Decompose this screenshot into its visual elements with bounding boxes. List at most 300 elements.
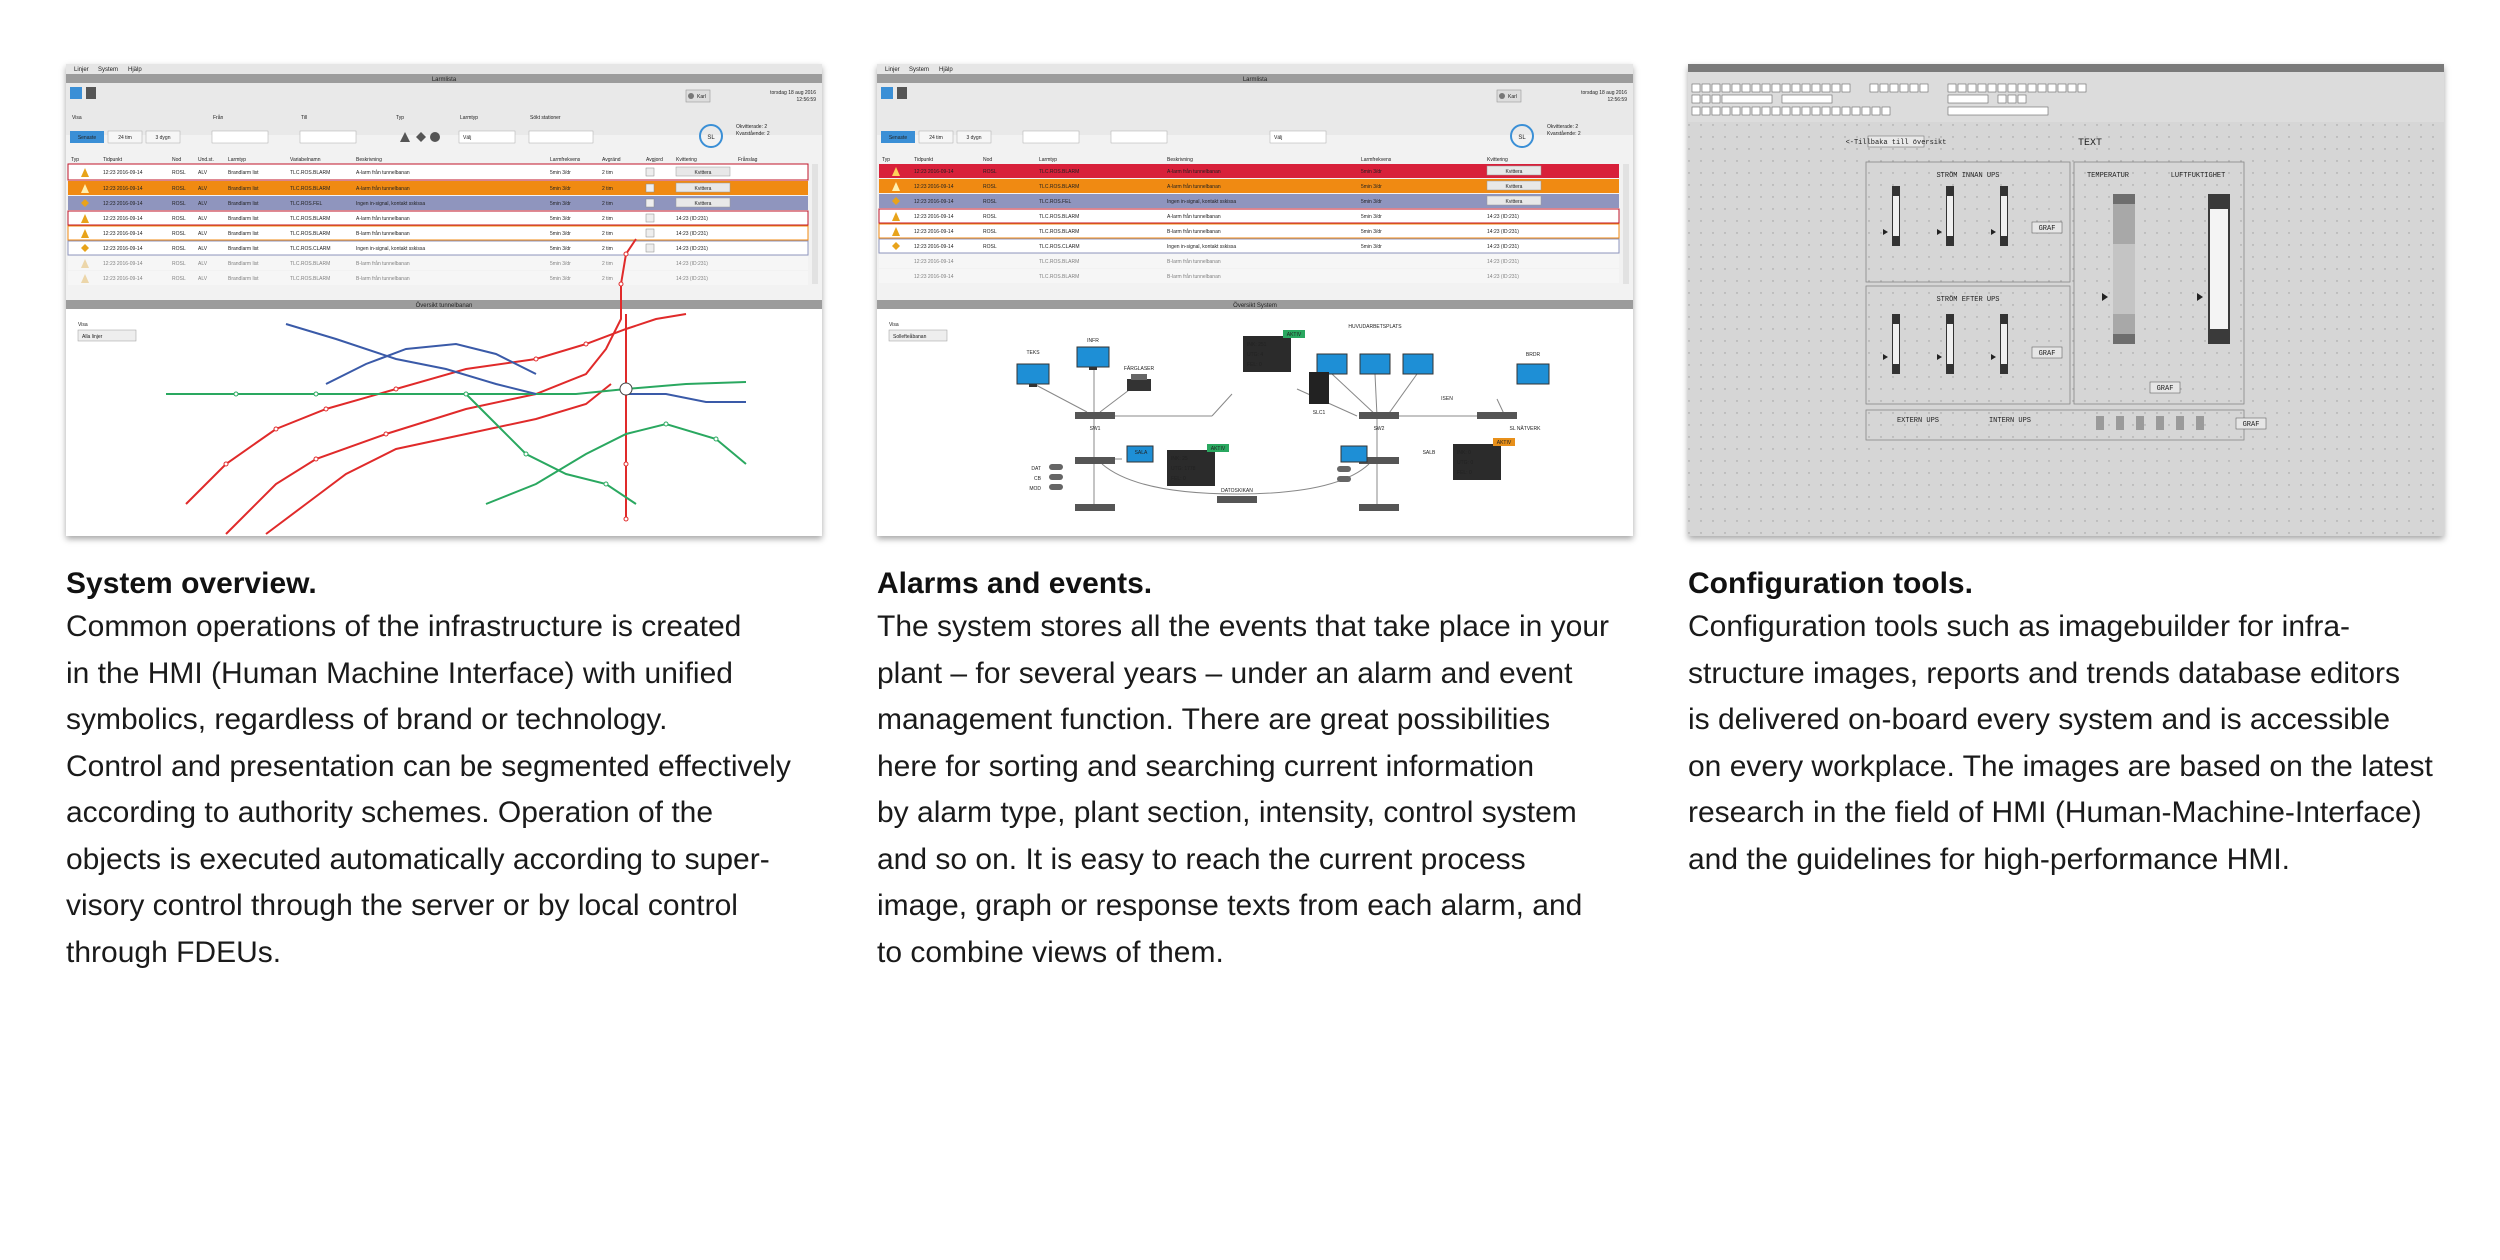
svg-text:B-larm från tunnelbanan: B-larm från tunnelbanan (356, 231, 410, 237)
text-line: symbolics, regardless of brand or technology. (66, 703, 668, 736)
svg-text:UTG: 1778: UTG: 1778 (1171, 466, 1196, 472)
col-header[interactable]: Typ (71, 157, 80, 163)
svg-text:ROSL: ROSL (172, 201, 186, 207)
clipboard-icon[interactable] (897, 87, 907, 99)
screenshot-system-overview (66, 64, 822, 536)
select-value: Sollefteåbanan (893, 334, 927, 340)
svg-text:Brandlarm list: Brandlarm list (228, 246, 259, 252)
svg-text:14:23 (ID:231): 14:23 (ID:231) (1487, 214, 1519, 220)
svg-text:12:23 2016-09-14: 12:23 2016-09-14 (103, 276, 143, 282)
svg-text:5min 3/dr: 5min 3/dr (550, 231, 571, 237)
filter-label-text: 24 tim (118, 135, 132, 141)
switch-icon (1075, 457, 1115, 464)
time-label: 12:56:59 (796, 97, 816, 103)
svg-text:2 tim: 2 tim (602, 170, 613, 176)
filter-label-text: 24 tim (929, 135, 943, 141)
panel-alarms-events (877, 64, 1633, 976)
svg-text:12:23 2016-09-14: 12:23 2016-09-14 (103, 170, 143, 176)
svg-text:FEL: 0: FEL: 0 (1457, 470, 1472, 476)
col-header[interactable]: Tidpunkt (103, 157, 122, 163)
svg-text:12:23 2016-09-14: 12:23 2016-09-14 (103, 216, 143, 222)
text-line: is delivered on-board every system and is accessible (1688, 703, 2390, 736)
text-line: objects is executed automatically according to super- (66, 842, 770, 876)
panel-title: Configuration tools. (1688, 567, 1973, 600)
col-header[interactable]: Kvittering (1487, 157, 1508, 163)
svg-text:12:23 2016-09-14: 12:23 2016-09-14 (103, 246, 143, 252)
remaining-count: Kvarstående: 2 (736, 131, 770, 137)
col-header[interactable]: Variabelnamn (290, 157, 321, 163)
window-title: Larmlista (431, 77, 457, 83)
node-label: SALB (1422, 450, 1436, 456)
panel-title: Alarms and events. (877, 567, 1153, 600)
panel-system-overview (66, 64, 822, 976)
svg-text:UTG: 0: UTG: 0 (1457, 460, 1474, 466)
time-label: 12:56:59 (1607, 97, 1627, 103)
user-icon (1499, 93, 1505, 99)
svg-text:B-larm från tunnelbanan: B-larm från tunnelbanan (356, 276, 410, 282)
svg-text:Ingen in-signal, kontakt sskis: Ingen in-signal, kontakt sskissa (356, 201, 426, 207)
svg-text:INK: 251: INK: 251 (1247, 342, 1267, 348)
node-label: TEKS (1026, 350, 1040, 356)
text-line: Control and presentation can be segmented effectively (66, 749, 791, 783)
server-icon (1309, 372, 1329, 404)
central-station-icon (620, 383, 632, 395)
node-label: MOD (1029, 486, 1041, 492)
graf-button[interactable] (2032, 222, 2062, 233)
svg-text:Brandlarm list: Brandlarm list (228, 216, 259, 222)
svg-text:12:23 2016-09-14: 12:23 2016-09-14 (914, 229, 954, 235)
col-header[interactable]: Und.st. (198, 157, 214, 163)
node-label: FÄRGLASER (1123, 366, 1155, 372)
svg-text:TLC.ROS.BLARM: TLC.ROS.BLARM (290, 276, 331, 282)
switch-icon (1359, 412, 1399, 419)
svg-text:ROSL: ROSL (172, 186, 186, 192)
svg-text:14:23 (ID:231): 14:23 (ID:231) (676, 216, 708, 222)
menu-item[interactable]: System (909, 67, 930, 73)
svg-text:UTG: 4: UTG: 4 (1247, 352, 1264, 358)
monitor-icon (1077, 347, 1109, 370)
graf-button[interactable] (2032, 347, 2062, 358)
menu-item[interactable]: System (98, 67, 119, 73)
text-line: The system stores all the events that take place in your (877, 610, 1610, 643)
view-label: Visa (889, 322, 899, 328)
switch-icon (1359, 504, 1399, 511)
text-line: through FDEUs. (66, 935, 282, 969)
to-date-input[interactable] (300, 131, 356, 143)
svg-text:ALV: ALV (198, 216, 208, 222)
svg-text:5min 3/dr: 5min 3/dr (1361, 244, 1382, 250)
network-icon[interactable] (70, 87, 82, 99)
table-row[interactable] (68, 256, 808, 270)
svg-text:2 tim: 2 tim (602, 201, 613, 207)
to-date-input[interactable] (1111, 131, 1167, 143)
select-value: Välj (463, 135, 472, 141)
text-line: in the HMI (Human Machine Interface) with unified (66, 656, 733, 690)
station-search-input[interactable] (529, 131, 593, 143)
svg-text:ROSL: ROSL (172, 246, 186, 252)
filter-label: Typ (396, 115, 405, 121)
svg-text:5min 3/dr: 5min 3/dr (550, 276, 571, 282)
table-row[interactable] (68, 211, 808, 225)
text-line: and the guidelines for high-performance HMI. (1688, 842, 2290, 876)
node-label: CB (1034, 476, 1041, 482)
svg-text:ALV: ALV (198, 201, 208, 207)
menu-item[interactable]: Linjer (885, 67, 900, 73)
monitor-icon (1517, 364, 1549, 384)
filter-label: Sökt stationer (530, 115, 561, 121)
svg-text:12:23 2016-09-14: 12:23 2016-09-14 (914, 274, 954, 280)
svg-text:12:23 2016-09-14: 12:23 2016-09-14 (914, 199, 954, 205)
table-row[interactable] (879, 224, 1619, 238)
svg-text:14:23 (ID:231): 14:23 (ID:231) (676, 261, 708, 267)
svg-text:A-larm från tunnelbanan: A-larm från tunnelbanan (1167, 214, 1221, 220)
text-line: plant – for several years – under an alarm and event (877, 656, 1573, 690)
svg-text:5min 3/dr: 5min 3/dr (1361, 199, 1382, 205)
svg-text:2 tim: 2 tim (602, 186, 613, 192)
node-label: HUVUDARBETSPLATS (1348, 324, 1402, 330)
monitor-icon (1360, 354, 1390, 374)
svg-text:Kvittera: Kvittera (694, 186, 712, 192)
unacked-count: Okvitterade: 2 (1547, 124, 1579, 130)
svg-text:Brandlarm list: Brandlarm list (228, 261, 259, 267)
col-header[interactable]: Kvittering (676, 157, 697, 163)
panel-description (66, 604, 822, 976)
from-date-input[interactable] (1023, 131, 1079, 143)
filter-label: Till (301, 115, 308, 121)
svg-text:12:23 2016-09-14: 12:23 2016-09-14 (103, 261, 143, 267)
svg-text:Kvittera: Kvittera (1505, 199, 1523, 205)
svg-text:5min 3/dr: 5min 3/dr (550, 170, 571, 176)
date-label: torsdag 18 aug 2016 (1581, 90, 1627, 96)
group-title: TEMPERATUR (2086, 172, 2130, 180)
svg-text:14:23 (ID:231): 14:23 (ID:231) (1487, 229, 1519, 235)
screenshot-alarms-events (877, 64, 1633, 536)
filter-label: Från (213, 115, 224, 121)
graf-button[interactable] (2150, 382, 2180, 393)
svg-text:12:23 2016-09-14: 12:23 2016-09-14 (103, 186, 143, 192)
svg-text:12:23 2016-09-14: 12:23 2016-09-14 (914, 259, 954, 265)
view-label: Visa (78, 322, 88, 328)
svg-text:2 tim: 2 tim (602, 216, 613, 222)
from-date-input[interactable] (212, 131, 268, 143)
svg-text:B-larm från tunnelbanan: B-larm från tunnelbanan (1167, 274, 1221, 280)
screenshot-configuration-tools (1688, 64, 2444, 536)
svg-text:TLC.ROS.BLARM: TLC.ROS.BLARM (1039, 229, 1080, 235)
svg-text:14:23 (ID:231): 14:23 (ID:231) (1487, 259, 1519, 265)
col-header[interactable]: Tidpunkt (914, 157, 933, 163)
logo-text: SL (707, 135, 715, 141)
text-line: Configuration tools such as imagebuilder for infra- (1688, 610, 2351, 643)
pane-title: Översikt tunnelbanan (415, 303, 473, 309)
svg-text:ROSL: ROSL (172, 170, 186, 176)
user-icon (688, 93, 694, 99)
table-row[interactable] (879, 269, 1619, 283)
group-title: STRÖM INNAN UPS (1936, 172, 2000, 180)
network-icon[interactable] (881, 87, 893, 99)
svg-text:5min 3/dr: 5min 3/dr (1361, 229, 1382, 235)
svg-text:2 tim: 2 tim (602, 231, 613, 237)
switch-icon (1477, 412, 1517, 419)
svg-text:ALV: ALV (198, 261, 208, 267)
node-label: SW1 (1089, 426, 1101, 432)
menu-item[interactable]: Linjer (74, 67, 89, 73)
text-line: image, graph or response texts from each alarm, and (877, 889, 1583, 922)
svg-text:TLC.ROS.BLARM: TLC.ROS.BLARM (290, 170, 331, 176)
table-row[interactable] (68, 226, 808, 240)
filter-label: Visa (72, 115, 82, 121)
svg-text:Brandlarm list: Brandlarm list (228, 186, 259, 192)
svg-text:A-larm från tunnelbanan: A-larm från tunnelbanan (356, 186, 410, 192)
svg-text:5min 3/dr: 5min 3/dr (1361, 169, 1382, 175)
svg-text:14:23 (ID:231): 14:23 (ID:231) (676, 231, 708, 237)
window-title: Larmlista (1242, 77, 1268, 83)
filter-label: Larmtyp (460, 115, 479, 121)
table-row[interactable] (68, 271, 808, 285)
svg-text:ALV: ALV (198, 231, 208, 237)
svg-text:5min 3/dr: 5min 3/dr (1361, 184, 1382, 190)
svg-text:B-larm från tunnelbanan: B-larm från tunnelbanan (356, 261, 410, 267)
col-header[interactable]: Nod (172, 157, 182, 163)
laptop-icon (1341, 446, 1367, 462)
panel-title: System overview. (66, 567, 317, 600)
col-header[interactable]: Beskrivning (356, 157, 382, 163)
user-name: Karl (697, 94, 706, 100)
svg-text:5min 3/dr: 5min 3/dr (550, 261, 571, 267)
table-row[interactable] (879, 194, 1619, 208)
svg-text:TLC.ROS.BLARM: TLC.ROS.BLARM (290, 231, 331, 237)
svg-text:Kvittera: Kvittera (1505, 184, 1523, 190)
svg-text:2 tim: 2 tim (602, 246, 613, 252)
alarm-events-screenshot (877, 64, 1633, 536)
switch-icon (1217, 496, 1257, 503)
svg-text:A-larm från tunnelbanan: A-larm från tunnelbanan (356, 170, 410, 176)
monitor-icon (1403, 354, 1433, 374)
text-line: here for sorting and searching current information (877, 749, 1535, 783)
svg-text:12:23 2016-09-14: 12:23 2016-09-14 (914, 214, 954, 220)
filter-label-text: Senaste (888, 135, 908, 141)
text-line: on every workplace. The images are based on the latest (1688, 749, 2433, 783)
svg-text:TLC.ROS.BLARM: TLC.ROS.BLARM (1039, 274, 1080, 280)
menu-item[interactable]: Hjälp (128, 67, 142, 73)
svg-text:Brandlarm list: Brandlarm list (228, 231, 259, 237)
pane-title: Översikt System (1233, 303, 1277, 309)
svg-text:Kvittera: Kvittera (694, 201, 712, 207)
svg-text:INK: 0: INK: 0 (1457, 450, 1471, 456)
text-line: according to authority schemes. Operation of the (66, 796, 714, 829)
text-line: visory control through the server or by local control (66, 889, 738, 922)
node-label: INFR (1087, 338, 1099, 344)
svg-text:B-larm från tunnelbanan: B-larm från tunnelbanan (1167, 259, 1221, 265)
svg-text:Brandlarm list: Brandlarm list (228, 201, 259, 207)
panel-description (877, 604, 1633, 976)
svg-text:ROSL: ROSL (172, 216, 186, 222)
switch-icon (1075, 412, 1115, 419)
svg-text:TLC.ROS.FEL: TLC.ROS.FEL (1039, 199, 1072, 205)
col-header[interactable]: Nod (983, 157, 993, 163)
col-header[interactable]: Avgränd (602, 157, 621, 163)
monitor-icon (1317, 354, 1347, 374)
node-label: BRDR (1525, 352, 1541, 358)
svg-text:2 tim: 2 tim (602, 261, 613, 267)
user-name: Karl (1508, 94, 1517, 100)
text-line: Common operations of the infrastructure is created (66, 610, 742, 643)
svg-text:TLC.ROS.BLARM: TLC.ROS.BLARM (1039, 184, 1080, 190)
svg-text:12:23 2016-09-14: 12:23 2016-09-14 (914, 169, 954, 175)
svg-text:GRAF: GRAF (2156, 385, 2174, 393)
svg-text:ALV: ALV (198, 276, 208, 282)
table-row[interactable] (879, 254, 1619, 268)
node-label: SW2 (1373, 426, 1385, 432)
svg-text:ROSL: ROSL (983, 214, 997, 220)
panel-configuration-tools (1688, 64, 2444, 883)
col-header[interactable]: Beskrivning (1167, 157, 1193, 163)
svg-text:Ingen in-signal, kontakt sskis: Ingen in-signal, kontakt sskissa (356, 246, 426, 252)
select-value: Välj (1274, 135, 1283, 141)
node-label: SLC1 (1312, 410, 1326, 416)
node-label: SL NÄTVERK (1509, 426, 1541, 432)
col-header[interactable]: Larmfrekvens (1361, 157, 1392, 163)
svg-text:FEL: 0: FEL: 0 (1247, 362, 1262, 368)
svg-text:5min 3/dr: 5min 3/dr (1361, 214, 1382, 220)
text-line: management function. There are great possibilities (877, 703, 1551, 736)
svg-text:TLC.ROS.FEL: TLC.ROS.FEL (290, 201, 323, 207)
table-row[interactable] (68, 181, 808, 195)
svg-text:GRAF: GRAF (2038, 225, 2056, 233)
col-header[interactable]: Avgjord (646, 157, 663, 163)
table-row[interactable] (68, 241, 808, 255)
svg-text:5min 3/dr: 5min 3/dr (550, 186, 571, 192)
group-title: STRÖM EFTER UPS (1936, 296, 2000, 304)
svg-text:AKTIV: AKTIV (1286, 332, 1302, 338)
svg-text:ROSL: ROSL (983, 199, 997, 205)
node-label: ISEN (1441, 396, 1453, 402)
col-header[interactable]: Larmtyp (1039, 157, 1058, 163)
svg-text:14:23 (ID:231): 14:23 (ID:231) (1487, 244, 1519, 250)
text-line: by alarm type, plant section, intensity, control system (877, 796, 1577, 829)
table-row[interactable] (879, 209, 1619, 223)
svg-text:Kvittera: Kvittera (1505, 169, 1523, 175)
svg-text:ROSL: ROSL (983, 244, 997, 250)
imagebuilder-screenshot (1688, 64, 2444, 536)
group-title: LUFTFUKTIGHET (2170, 172, 2226, 180)
svg-text:TLC.ROS.CLARM: TLC.ROS.CLARM (290, 246, 331, 252)
node-label: DATOSKIKAN (1221, 488, 1253, 494)
node-label: SALA (1134, 450, 1148, 456)
svg-text:ROSL: ROSL (172, 276, 186, 282)
svg-text:ALV: ALV (198, 186, 208, 192)
scrollbar[interactable] (812, 164, 818, 284)
svg-text:FEL: 0: FEL: 0 (1171, 476, 1186, 482)
text-line: and so on. It is easy to reach the current process (877, 842, 1526, 876)
svg-text:5min 3/dr: 5min 3/dr (550, 216, 571, 222)
text-line: research in the field of HMI (Human-Machine-Interface) (1688, 796, 2422, 829)
menu-item[interactable]: Hjälp (939, 67, 953, 73)
svg-text:GRAF: GRAF (2242, 421, 2260, 429)
svg-text:ROSL: ROSL (172, 231, 186, 237)
svg-text:ROSL: ROSL (983, 184, 997, 190)
svg-text:ROSL: ROSL (172, 261, 186, 267)
panel-description (1688, 604, 2444, 883)
svg-text:TLC.ROS.BLARM: TLC.ROS.BLARM (290, 216, 331, 222)
monitor-icon (1017, 364, 1049, 387)
back-button-label: <-Tillbaka till översikt (1845, 139, 1947, 147)
text-element[interactable]: TEXT (2078, 138, 2103, 149)
svg-text:A-larm från tunnelbanan: A-larm från tunnelbanan (1167, 169, 1221, 175)
group-title: EXTERN UPS (1896, 417, 1940, 425)
svg-text:ALV: ALV (198, 246, 208, 252)
svg-text:TLC.ROS.CLARM: TLC.ROS.CLARM (1039, 244, 1080, 250)
graf-button[interactable] (2236, 418, 2266, 429)
svg-text:Brandlarm list: Brandlarm list (228, 170, 259, 176)
svg-text:ALV: ALV (198, 170, 208, 176)
svg-text:ROSL: ROSL (983, 229, 997, 235)
col-header[interactable]: Typ (882, 157, 891, 163)
db-icon (1049, 464, 1063, 490)
svg-text:TLC.ROS.BLARM: TLC.ROS.BLARM (1039, 259, 1080, 265)
svg-text:12:23 2016-09-14: 12:23 2016-09-14 (103, 231, 143, 237)
unacked-count: Okvitterade: 2 (736, 124, 768, 130)
col-header[interactable]: Frånslag (738, 157, 758, 163)
logo-text: SL (1518, 135, 1526, 141)
svg-text:12:23 2016-09-14: 12:23 2016-09-14 (103, 201, 143, 207)
svg-text:TLC.ROS.BLARM: TLC.ROS.BLARM (290, 261, 331, 267)
svg-text:B-larm från tunnelbanan: B-larm från tunnelbanan (1167, 229, 1221, 235)
node-label: DAT (1031, 466, 1041, 472)
svg-text:TLC.ROS.BLARM: TLC.ROS.BLARM (1039, 169, 1080, 175)
alarm-list-screenshot (66, 64, 822, 536)
circle-type-icon[interactable] (430, 132, 440, 142)
col-header[interactable]: Larmtyp (228, 157, 247, 163)
svg-text:AKTIV: AKTIV (1210, 446, 1226, 452)
table-row[interactable] (879, 179, 1619, 193)
clipboard-icon[interactable] (86, 87, 96, 99)
filter-label-text: 3 dygn (966, 135, 982, 141)
text-line: structure images, reports and trends database editors (1688, 656, 2401, 690)
svg-text:GRAF: GRAF (2038, 350, 2056, 358)
svg-text:Kvittera: Kvittera (694, 170, 712, 176)
svg-text:INK: 25: INK: 25 (1171, 456, 1188, 462)
table-row[interactable] (879, 239, 1619, 253)
svg-text:2 tim: 2 tim (602, 276, 613, 282)
svg-text:AKTIV: AKTIV (1496, 440, 1512, 446)
scrollbar[interactable] (1623, 164, 1629, 284)
svg-text:Ingen in-signal, kontakt sskis: Ingen in-signal, kontakt sskissa (1167, 199, 1237, 205)
svg-text:14:23 (ID:231): 14:23 (ID:231) (676, 246, 708, 252)
select-value: Alla linjer (82, 334, 103, 340)
remaining-count: Kvarstående: 2 (1547, 131, 1581, 137)
svg-text:TLC.ROS.BLARM: TLC.ROS.BLARM (1039, 214, 1080, 220)
table-row[interactable] (879, 164, 1619, 178)
svg-text:A-larm från tunnelbanan: A-larm från tunnelbanan (1167, 184, 1221, 190)
table-row[interactable] (68, 196, 808, 210)
switch-icon (1075, 504, 1115, 511)
svg-text:12:23 2016-09-14: 12:23 2016-09-14 (914, 244, 954, 250)
table-row[interactable] (68, 164, 808, 180)
svg-text:12:23 2016-09-14: 12:23 2016-09-14 (914, 184, 954, 190)
svg-text:A-larm från tunnelbanan: A-larm från tunnelbanan (356, 216, 410, 222)
filter-label-text: 3 dygn (155, 135, 171, 141)
svg-text:14:23 (ID:231): 14:23 (ID:231) (676, 276, 708, 282)
svg-text:Brandlarm list: Brandlarm list (228, 276, 259, 282)
date-label: torsdag 18 aug 2016 (770, 90, 816, 96)
group-title: INTERN UPS (1988, 417, 2032, 425)
svg-text:TLC.ROS.BLARM: TLC.ROS.BLARM (290, 186, 331, 192)
col-header[interactable]: Larmfrekvens (550, 157, 581, 163)
svg-text:5min 3/dr: 5min 3/dr (550, 201, 571, 207)
svg-text:Ingen in-signal, kontakt sskis: Ingen in-signal, kontakt sskissa (1167, 244, 1237, 250)
svg-text:14:23 (ID:231): 14:23 (ID:231) (1487, 274, 1519, 280)
filter-label-text: Senaste (77, 135, 97, 141)
